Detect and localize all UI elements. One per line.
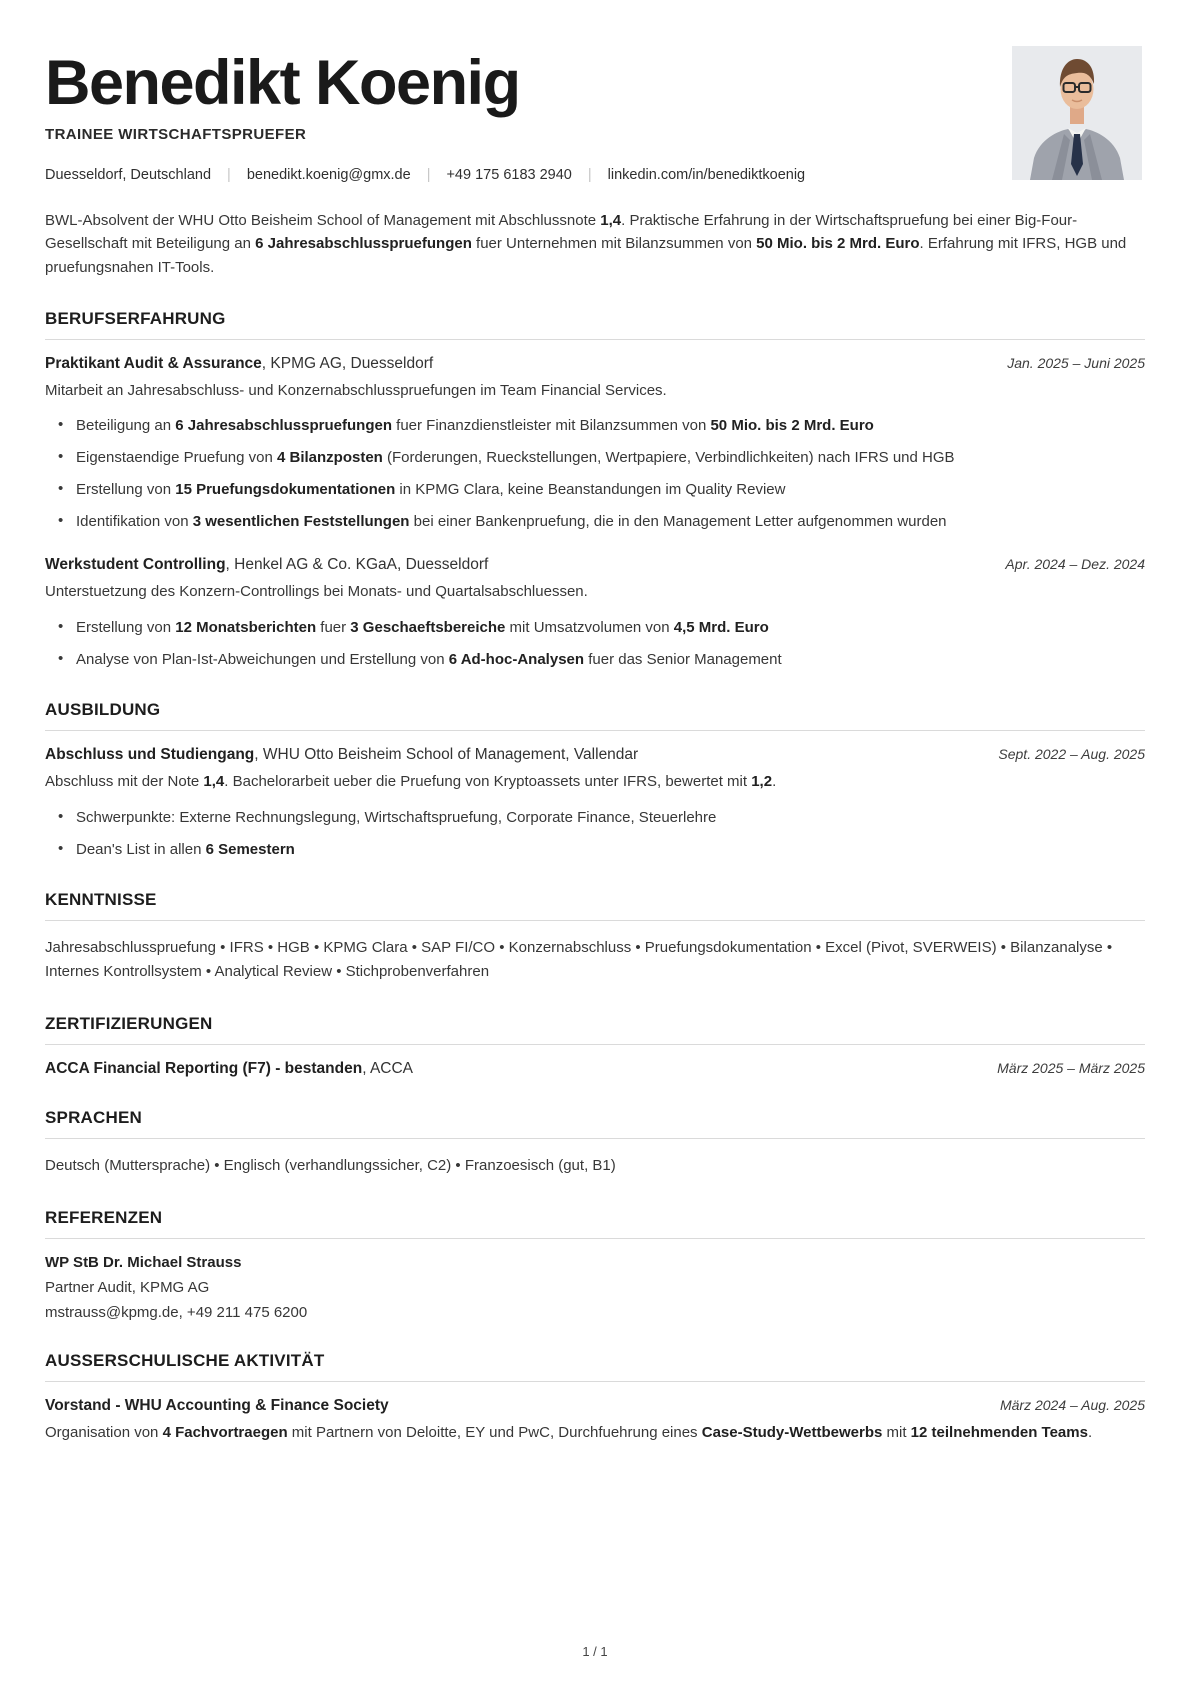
- section-references: [45, 1208, 1145, 1321]
- certification-org: , ACCA: [362, 1060, 414, 1078]
- entry-date: März 2024 – Aug. 2025: [999, 1397, 1145, 1414]
- section-body: [45, 921, 1145, 984]
- contact-row: [45, 167, 1145, 183]
- bullet-list: [45, 415, 1145, 532]
- section-heading-experience: BERUFSERFAHRUNG: [45, 309, 1145, 340]
- section-heading-certifications: ZERTIFIZIERUNGEN: [45, 1014, 1145, 1045]
- bullet-item: • Erstellung von 12 Monatsberichten fuer 3 Geschaeftsbereiche mit Umsatzvolumen von 4,5 Mrd. Euro: [45, 617, 1145, 639]
- section-heading-education: AUSBILDUNG: [45, 700, 1145, 731]
- entry-title: [45, 355, 433, 373]
- section-body: [45, 1139, 1145, 1178]
- job-title: Werkstudent Controlling: [45, 556, 226, 574]
- reference-role: Partner Audit, KPMG AG: [45, 1279, 210, 1297]
- entry-date: Sept. 2022 – Aug. 2025: [998, 746, 1145, 763]
- contact-email: benedikt.koenig@gmx.de |: [247, 167, 447, 183]
- job-org: , Henkel AG & Co. KGaA, Duesseldorf: [225, 556, 489, 574]
- entry-head: [45, 1060, 1145, 1078]
- summary-paragraph: BWL-Absolvent der WHU Otto Beisheim School of Management mit Abschlussnote 1,4. Praktische Erfahrung in der Wirtschaftspruefung bei einer Big-Four-Gesellschaft mit Beteiligung an 6 Jahresabschlusspruefungen fuer Unternehmen mit Bilanzsummen von 50 Mio. bis 2 Mrd. Euro. Erfahrung mit IFRS, HGB und pruefungsnahen IT-Tools.: [45, 212, 1127, 276]
- entry-title: [45, 1060, 413, 1078]
- section-activities: [45, 1351, 1145, 1445]
- portrait-illustration: [1012, 46, 1142, 180]
- section-certifications: [45, 1014, 1145, 1078]
- reference-name: WP StB Dr. Michael Strauss: [45, 1254, 242, 1272]
- page-title: Benedikt Koenig: [45, 48, 520, 118]
- entry-description: Organisation von 4 Fachvortraegen mit Partnern von Deloitte, EY und PwC, Durchfuehrung eines Case-Study-Wettbewerbs mit 12 teilnehmenden Teams.: [45, 1424, 1093, 1442]
- experience-entry: [45, 556, 1145, 670]
- bullet-list: [45, 807, 1145, 861]
- header: [45, 50, 1145, 183]
- activity-entry: [45, 1397, 1145, 1445]
- reference-contact: mstrauss@kpmg.de, +49 211 475 6200: [45, 1304, 308, 1322]
- section-body: [45, 731, 1145, 860]
- section-skills: [45, 890, 1145, 984]
- section-heading-skills: KENNTNISSE: [45, 890, 1145, 921]
- section-heading-languages: SPRACHEN: [45, 1108, 1145, 1139]
- certification-title: ACCA Financial Reporting (F7) - bestanden: [45, 1060, 363, 1078]
- contact-location: Duesseldorf, Deutschland |: [45, 167, 247, 183]
- entry-date: März 2025 – März 2025: [997, 1060, 1145, 1077]
- job-headline: TRAINEE WIRTSCHAFTSPRUEFER: [45, 126, 307, 144]
- languages-list: Deutsch (Muttersprache) • Englisch (verhandlungssicher, C2) • Franzoesisch (gut, B1): [45, 1157, 616, 1175]
- profile-photo: [1012, 46, 1142, 180]
- section-experience: [45, 309, 1145, 671]
- entry-description: Unterstuetzung des Konzern-Controllings bei Monats- und Quartalsabschluessen.: [45, 583, 588, 601]
- bullet-item: • Eigenstaendige Pruefung von 4 Bilanzposten (Forderungen, Rueckstellungen, Wertpapiere, Verbindlichkeiten) nach IFRS und HGB: [45, 447, 1145, 469]
- reference-entry: [45, 1254, 1145, 1321]
- section-heading-activities: AUSSERSCHULISCHE AKTIVITÄT: [45, 1351, 1145, 1382]
- entry-head: [45, 556, 1145, 574]
- entry-description: Mitarbeit an Jahresabschluss- und Konzernabschlusspruefungen im Team Financial Services.: [45, 381, 667, 399]
- entry-date: Jan. 2025 – Juni 2025: [1007, 354, 1145, 371]
- section-body: [45, 340, 1145, 671]
- job-title: Praktikant Audit & Assurance: [45, 354, 262, 372]
- section-body: [45, 1045, 1145, 1078]
- contact-phone: +49 175 6183 2940 |: [446, 167, 607, 183]
- bullet-item: • Identifikation von 3 wesentlichen Feststellungen bei einer Bankenpruefung, die in den Management Letter aufgenommen wurden: [45, 511, 1145, 533]
- bullet-item: • Schwerpunkte: Externe Rechnungslegung, Wirtschaftspruefung, Corporate Finance, Steuerlehre: [45, 807, 1145, 829]
- entry-title: [45, 746, 638, 764]
- section-languages: [45, 1108, 1145, 1178]
- bullet-list: [45, 617, 1145, 671]
- bullet-item: • Dean's List in allen 6 Semestern: [45, 839, 1145, 861]
- bullet-item: • Erstellung von 15 Pruefungsdokumentationen in KPMG Clara, keine Beanstandungen im Quality Review: [45, 479, 1145, 501]
- degree-title: Abschluss und Studiengang: [45, 746, 255, 764]
- entry-description: Abschluss mit der Note 1,4. Bachelorarbeit ueber die Pruefung von Kryptoassets unter IFRS, bewertet mit 1,2.: [45, 773, 777, 791]
- section-education: [45, 700, 1145, 860]
- contact-linkedin: linkedin.com/in/benediktkoenig: [607, 167, 806, 184]
- school-name: , WHU Otto Beisheim School of Management, Vallendar: [254, 746, 639, 764]
- entry-head: [45, 355, 1145, 373]
- section-body: [45, 1239, 1145, 1321]
- entry-title: [45, 556, 488, 574]
- activity-title: Vorstand - WHU Accounting & Finance Society: [45, 1397, 389, 1415]
- experience-entry: [45, 355, 1145, 533]
- entry-title: [45, 1397, 389, 1415]
- entry-head: [45, 746, 1145, 764]
- section-body: [45, 1382, 1145, 1445]
- section-heading-references: REFERENZEN: [45, 1208, 1145, 1239]
- skills-list: Jahresabschlusspruefung • IFRS • HGB • KPMG Clara • SAP FI/CO • Konzernabschluss • Pruefungsdokumentation • Excel (Pivot, SVERWEIS) • Bilanzanalyse • Internes Kontrollsystem • Analytical Review • Stichprobenverfahren: [45, 939, 1113, 981]
- entry-head: [45, 1397, 1145, 1415]
- entry-date: Apr. 2024 – Dez. 2024: [1005, 556, 1145, 573]
- page-indicator: 1 / 1: [582, 1644, 608, 1659]
- certification-entry: [45, 1060, 1145, 1078]
- job-org: , KPMG AG, Duesseldorf: [261, 354, 434, 372]
- bullet-item: • Beteiligung an 6 Jahresabschlusspruefungen fuer Finanzdienstleister mit Bilanzsummen von 50 Mio. bis 2 Mrd. Euro: [45, 415, 1145, 437]
- education-entry: [45, 746, 1145, 860]
- bullet-item: • Analyse von Plan-Ist-Abweichungen und Erstellung von 6 Ad-hoc-Analysen fuer das Senior Management: [45, 649, 1145, 671]
